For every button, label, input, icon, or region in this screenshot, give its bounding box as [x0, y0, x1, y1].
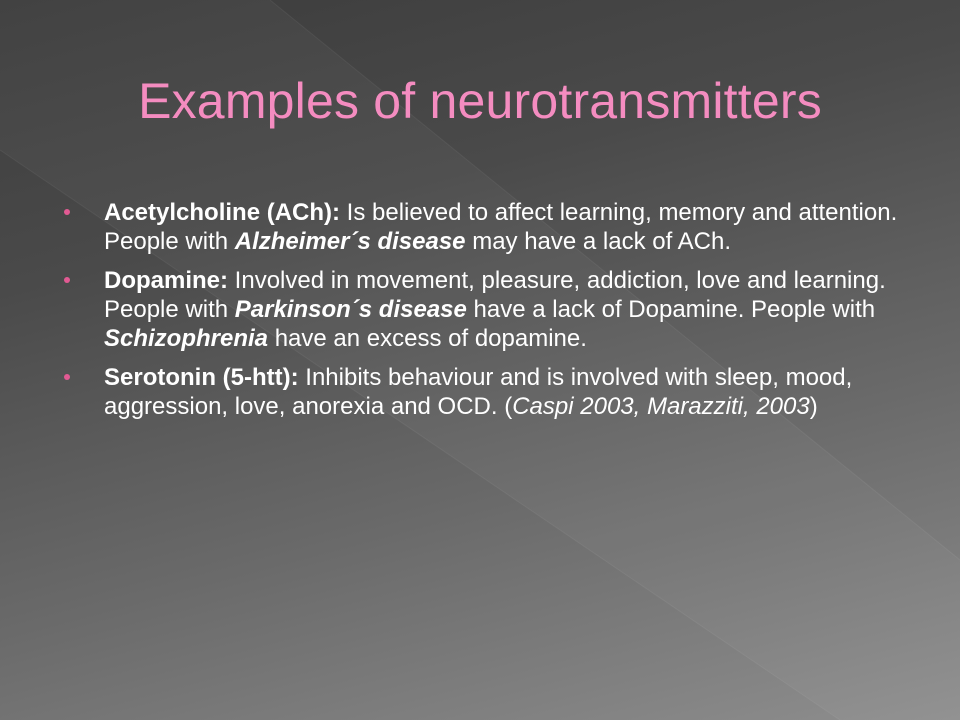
bullet-term: Serotonin (5-htt):	[104, 364, 299, 391]
bullet-text: Inhibits behaviour and is involved with sleep, mood, aggression, love, anorexia and OCD. (	[104, 364, 853, 420]
bullet-emphasis: Schizophrenia	[104, 325, 269, 352]
bullet-dopamine	[64, 266, 924, 353]
bullet-emphasis: Parkinson´s disease	[234, 296, 467, 323]
bullet-emphasis: Alzheimer´s disease	[234, 228, 466, 255]
bullet-text: Involved in movement, pleasure, addiction, love and learning. People with	[104, 267, 886, 323]
bullet-acetylcholine	[64, 198, 924, 256]
bullet-text: have an excess of dopamine.	[268, 325, 587, 352]
bullet-text: have a lack of Dopamine. People with	[466, 296, 876, 323]
slide-title: Examples of neurotransmitters	[138, 73, 822, 129]
bullet-text: )	[809, 393, 818, 420]
bullet-dot-icon	[64, 277, 70, 283]
bullet-serotonin	[64, 363, 924, 421]
bullet-dot-icon	[64, 374, 70, 380]
bullet-citation: Caspi 2003, Marazziti, 2003	[512, 393, 810, 420]
bullet-text: may have a lack of ACh.	[465, 228, 731, 255]
bullet-dot-icon	[64, 209, 70, 215]
bullet-term: Dopamine:	[104, 267, 229, 294]
bullet-list	[64, 198, 924, 431]
bullet-text: Is believed to affect learning, memory and attention. People with	[104, 199, 898, 255]
bullet-term: Acetylcholine (ACh):	[104, 199, 341, 226]
